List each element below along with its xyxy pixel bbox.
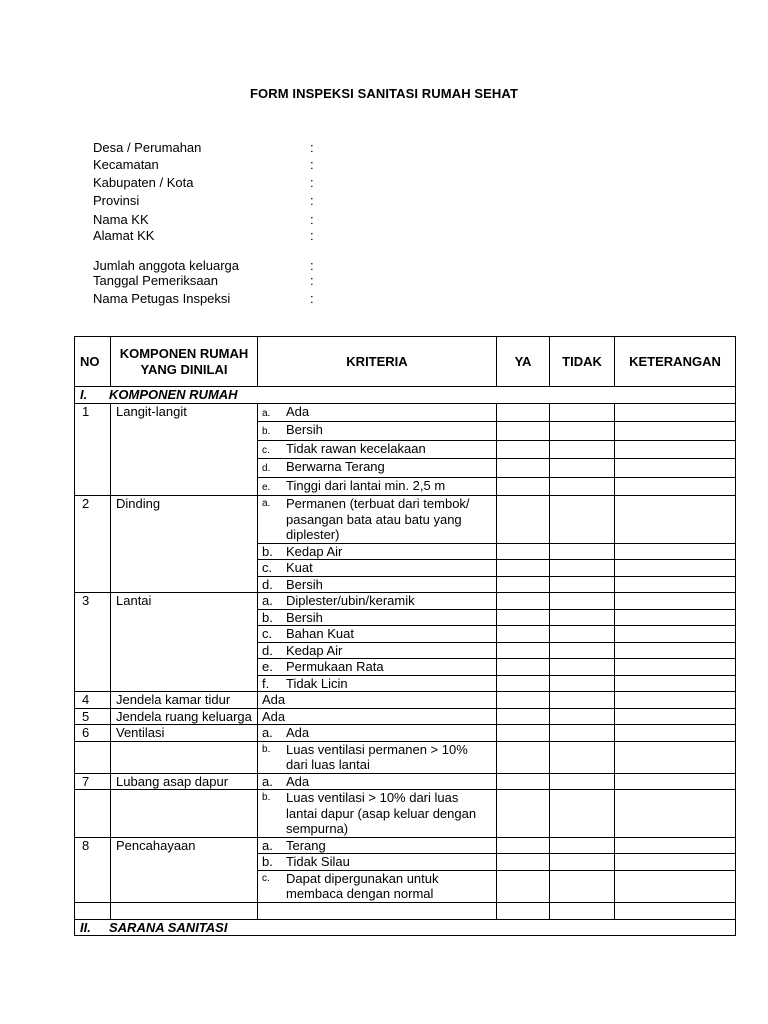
row-kriteria [258,593,497,610]
row-kriteria [258,403,497,422]
row-kriteria [258,675,497,692]
criteria-text: Berwarna Terang [286,459,385,474]
criteria-letter: b. [262,743,271,755]
row-komponen: Dinding [111,496,258,593]
tidak-cell[interactable] [550,593,615,610]
table-row [75,708,736,725]
keterangan-cell[interactable] [615,576,736,593]
ya-cell[interactable] [497,496,550,544]
ya-cell[interactable] [497,837,550,854]
row-kriteria [258,659,497,676]
criteria-letter: d. [262,576,273,592]
info-colon: : [310,193,314,208]
ya-cell[interactable] [497,902,550,919]
criteria-text: Terang [286,837,326,853]
criteria-letter: d. [262,642,273,658]
row-kriteria [258,725,497,742]
keterangan-cell[interactable] [615,675,736,692]
row-kriteria [258,459,497,478]
ya-cell[interactable] [497,422,550,441]
criteria-letter: e. [262,481,271,493]
tidak-cell[interactable] [550,609,615,626]
row-number-empty [75,741,111,773]
row-komponen: Langit-langit [111,403,258,496]
keterangan-cell[interactable] [615,560,736,577]
row-kriteria [258,870,497,902]
table-row [75,741,736,773]
info-row-provinsi [93,193,393,209]
info-row-tanggal [93,273,393,289]
row-kriteria [258,854,497,871]
info-label: Jumlah anggota keluarga [93,258,239,273]
ya-cell[interactable] [497,642,550,659]
table-row [75,790,736,838]
keterangan-cell[interactable] [615,496,736,544]
ya-cell[interactable] [497,543,550,560]
row-number: 5 [75,708,111,725]
ya-cell[interactable] [497,626,550,643]
tidak-cell[interactable] [550,626,615,643]
tidak-cell[interactable] [550,725,615,742]
criteria-letter: a. [262,725,273,740]
info-row-kabupaten [93,175,393,191]
row-kriteria [258,440,497,459]
keterangan-cell[interactable] [615,902,736,919]
criteria-letter: b. [262,426,271,437]
keterangan-cell[interactable] [615,459,736,478]
row-number: 4 [75,692,111,709]
empty-cell [75,902,111,919]
table-header-row [75,337,736,387]
ya-cell[interactable] [497,773,550,790]
info-row-petugas [93,291,393,307]
row-kriteria [258,543,497,560]
ya-cell[interactable] [497,576,550,593]
criteria-text: Kedap Air [286,642,343,658]
table-row [75,773,736,790]
criteria-text: Ada [286,773,310,789]
criteria-text: Tidak rawan kecelakaan [286,440,426,456]
criteria-letter: c. [262,626,273,641]
tidak-cell[interactable] [550,477,615,496]
row-komponen: Jendela kamar tidur [111,692,258,709]
table-row [75,692,736,709]
criteria-letter: b. [262,609,273,625]
tidak-cell[interactable] [550,708,615,725]
criteria-letter: b. [262,854,273,869]
criteria-text: Diplester/ubin/keramik [286,593,415,608]
row-kriteria [258,560,497,577]
info-colon: : [310,291,314,306]
header-ya: YA [497,337,550,387]
tidak-cell[interactable] [550,422,615,441]
info-label: Alamat KK [93,228,155,243]
section-label: KOMPONEN RUMAH [109,387,238,402]
row-komponen: Jendela ruang keluarga [111,708,258,725]
info-row-kecamatan [93,157,393,173]
keterangan-cell[interactable] [615,870,736,902]
row-komponen: Lubang asap dapur [111,773,258,790]
row-kriteria [258,741,497,773]
tidak-cell[interactable] [550,870,615,902]
ya-cell[interactable] [497,477,550,496]
header-no: NO [75,337,111,387]
row-number: 8 [75,837,111,902]
row-kriteria [258,642,497,659]
criteria-text: Tidak Silau [286,854,350,869]
tidak-cell[interactable] [550,403,615,422]
row-kriteria: Ada [258,692,497,709]
ya-cell[interactable] [497,870,550,902]
section-row [75,919,736,936]
keterangan-cell[interactable] [615,403,736,422]
row-kriteria [258,773,497,790]
ya-cell[interactable] [497,790,550,838]
criteria-text: Dapat dipergunakan untuk membaca dengan normal [286,870,439,901]
info-label: Tanggal Pemeriksaan [93,273,219,288]
criteria-text: Bahan Kuat [286,626,354,641]
keterangan-cell[interactable] [615,708,736,725]
table-row [75,837,736,854]
tidak-cell[interactable] [550,790,615,838]
criteria-letter: a. [262,407,271,419]
tidak-cell[interactable] [550,560,615,577]
criteria-text: Luas ventilasi > 10% dari luas lantai dapur (asap keluar dengan sempurna) [286,790,477,836]
keterangan-cell[interactable] [615,543,736,560]
row-number: 1 [75,403,111,496]
info-label: Kabupaten / Kota [93,175,194,190]
row-number-empty [75,790,111,838]
criteria-letter: f. [262,675,270,691]
keterangan-cell[interactable] [615,741,736,773]
row-number: 3 [75,593,111,692]
info-label: Kecamatan [93,157,159,172]
info-row-nama-kk [93,212,393,228]
criteria-letter: c. [262,872,270,884]
row-number: 6 [75,725,111,742]
info-colon: : [310,140,314,155]
row-kriteria [258,576,497,593]
criteria-letter: a. [262,773,273,789]
header-komponen: KOMPONEN RUMAH YANG DINILAI [111,337,258,387]
row-number: 2 [75,496,111,593]
tidak-cell[interactable] [550,496,615,544]
criteria-letter: b. [262,792,271,803]
section-row [75,387,736,404]
ya-cell[interactable] [497,440,550,459]
criteria-text: Permukaan Rata [286,659,384,674]
criteria-text: Tinggi dari lantai min. 2,5 m [286,477,446,493]
criteria-letter: a. [262,837,273,853]
keterangan-cell[interactable] [615,659,736,676]
row-kriteria: Ada [258,708,497,725]
info-colon: : [310,157,314,172]
ya-cell[interactable] [497,659,550,676]
row-kriteria [258,496,497,544]
empty-cell [258,902,497,919]
tidak-cell[interactable] [550,837,615,854]
keterangan-cell[interactable] [615,609,736,626]
info-label: Nama Petugas Inspeksi [93,291,231,306]
criteria-letter: d. [262,463,271,474]
row-komponen-empty [111,790,258,838]
section-number: II. [80,919,91,935]
info-row-alamat-kk [93,228,393,244]
ya-cell[interactable] [497,593,550,610]
info-colon: : [310,212,314,227]
criteria-text: Ada [286,403,310,419]
row-kriteria [258,790,497,838]
empty-row [75,902,736,919]
table-row [75,725,736,742]
criteria-text: Ada [286,725,310,740]
section-komponen-rumah [75,387,736,404]
keterangan-cell[interactable] [615,440,736,459]
row-komponen: Lantai [111,593,258,692]
info-colon: : [310,258,314,273]
ya-cell[interactable] [497,708,550,725]
keterangan-cell[interactable] [615,725,736,742]
row-kriteria [258,837,497,854]
ya-cell[interactable] [497,609,550,626]
row-number: 7 [75,773,111,790]
row-komponen-empty [111,741,258,773]
criteria-letter: a. [262,593,273,608]
ya-cell[interactable] [497,692,550,709]
keterangan-cell[interactable] [615,593,736,610]
criteria-letter: c. [262,444,270,456]
keterangan-cell[interactable] [615,837,736,854]
tidak-cell[interactable] [550,642,615,659]
info-colon: : [310,175,314,190]
row-kriteria [258,477,497,496]
keterangan-cell[interactable] [615,626,736,643]
info-row-desa [93,140,393,156]
keterangan-cell[interactable] [615,642,736,659]
ya-cell[interactable] [497,560,550,577]
info-colon: : [310,228,314,243]
keterangan-cell[interactable] [615,790,736,838]
section-label: SARANA SANITASI [109,919,228,935]
criteria-text: Kedap Air [286,543,343,559]
info-label: Nama KK [93,212,149,227]
tidak-cell[interactable] [550,692,615,709]
section-sarana-sanitasi [75,919,736,936]
tidak-cell[interactable] [550,543,615,560]
header-tidak: TIDAK [550,337,615,387]
table-row [75,403,736,422]
tidak-cell[interactable] [550,659,615,676]
criteria-letter: a. [262,498,271,509]
criteria-text: Permanen (terbuat dari tembok/ pasangan bata atau batu yang diplester) [286,496,470,542]
info-label: Desa / Perumahan [93,140,202,155]
ya-cell[interactable] [497,725,550,742]
tidak-cell[interactable] [550,902,615,919]
empty-cell [111,902,258,919]
form-title: FORM INSPEKSI SANITASI RUMAH SEHAT [250,86,518,101]
ya-cell[interactable] [497,403,550,422]
header-keterangan: KETERANGAN [615,337,736,387]
row-komponen: Pencahayaan [111,837,258,902]
row-kriteria [258,626,497,643]
keterangan-cell[interactable] [615,477,736,496]
ya-cell[interactable] [497,675,550,692]
criteria-text: Bersih [286,609,323,625]
ya-cell[interactable] [497,459,550,478]
ya-cell[interactable] [497,854,550,871]
criteria-letter: e. [262,659,273,674]
tidak-cell[interactable] [550,576,615,593]
tidak-cell[interactable] [550,854,615,871]
row-kriteria [258,422,497,441]
tidak-cell[interactable] [550,440,615,459]
criteria-text: Luas ventilasi permanen > 10% dari luas lantai [286,741,468,772]
info-row-jumlah-anggota [93,258,393,274]
ya-cell[interactable] [497,741,550,773]
criteria-letter: b. [262,543,273,559]
table-row [75,496,736,544]
keterangan-cell[interactable] [615,773,736,790]
tidak-cell[interactable] [550,773,615,790]
tidak-cell[interactable] [550,741,615,773]
section-number: I. [80,387,88,402]
info-colon: : [310,273,314,288]
keterangan-cell[interactable] [615,422,736,441]
table-row [75,593,736,610]
row-komponen: Ventilasi [111,725,258,742]
keterangan-cell[interactable] [615,692,736,709]
criteria-text: Kuat [286,560,313,575]
criteria-text: Tidak Licin [286,675,348,691]
keterangan-cell[interactable] [615,854,736,871]
tidak-cell[interactable] [550,675,615,692]
tidak-cell[interactable] [550,459,615,478]
row-kriteria [258,609,497,626]
info-label: Provinsi [93,193,140,208]
criteria-text: Bersih [286,422,323,437]
inspection-table [74,336,736,936]
header-kriteria: KRITERIA [258,337,497,387]
criteria-letter: c. [262,560,273,575]
criteria-text: Bersih [286,576,323,592]
